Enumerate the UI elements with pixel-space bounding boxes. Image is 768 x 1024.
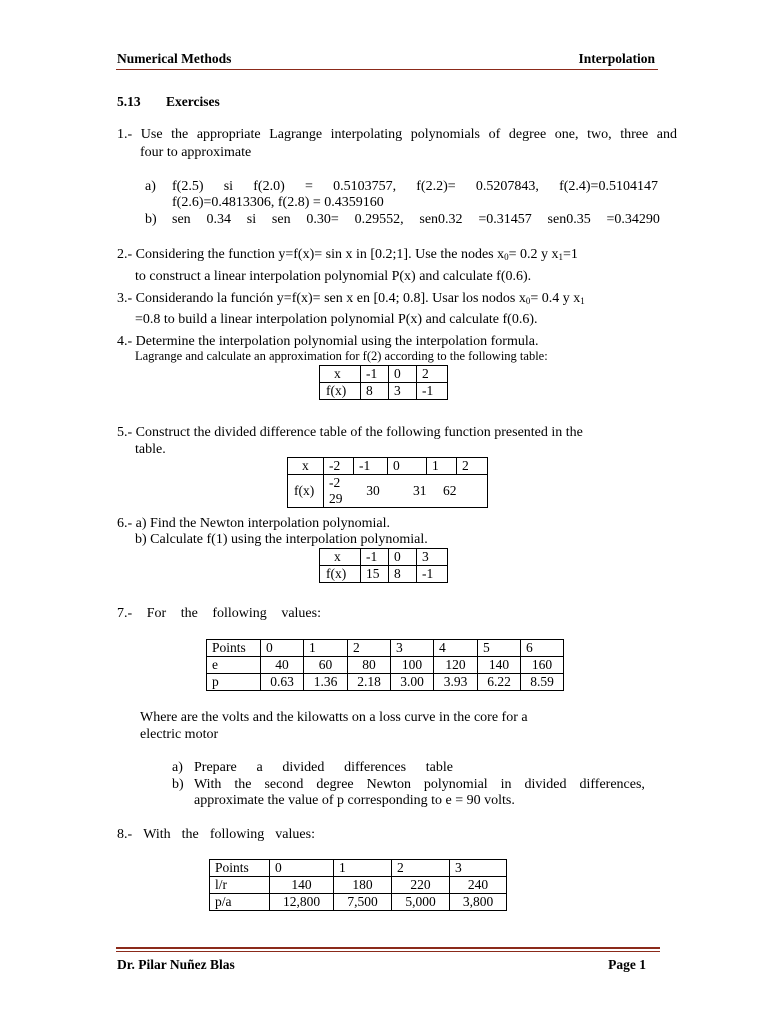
- ex7-para-line2: electric motor: [140, 727, 219, 742]
- ex1-b-label: b): [145, 212, 157, 227]
- footer-author: Dr. Pilar Nuñez Blas: [117, 957, 235, 972]
- table-row: Points 0 1 2 3: [210, 860, 507, 877]
- ex7-b-line2: approximate the value of p corresponding to e = 90 volts.: [194, 793, 515, 808]
- ex1-line2: four to approximate: [140, 145, 252, 160]
- table-row: f(x) 8 3 -1: [320, 383, 448, 400]
- ex7-line1: 7.- For the following values:: [117, 606, 321, 621]
- ex7-para-line1: Where are the volts and the kilowatts on a loss curve in the core for a: [140, 710, 528, 725]
- ex2-line2: to construct a linear interpolation polynomial P(x) and calculate f(0.6).: [135, 269, 532, 284]
- table-row: Points 0 1 2 3 4 5 6: [207, 640, 564, 657]
- ex8-table: [209, 859, 507, 911]
- ex1-a-line1: f(2.5) si f(2.0) = 0.5103757, f(2.2)= 0.5207843, f(2.4)=0.5104147: [172, 179, 658, 194]
- table-row: f(x) 15 8 -1: [320, 566, 448, 583]
- ex1-b-line1: sen 0.34 si sen 0.30= 0.29552, sen0.32 =0.31457 sen0.35 =0.34290: [172, 212, 660, 227]
- ex1-a-label: a): [145, 179, 156, 194]
- header-title: Numerical Methods: [117, 51, 232, 66]
- ex7-table: [206, 639, 564, 691]
- table-row: l/r 140 180 220 240: [210, 877, 507, 894]
- table-row: p 0.63 1.36 2.18 3.00 3.93 6.22 8.59: [207, 674, 564, 691]
- ex3-line2: =0.8 to build a linear interpolation polynomial P(x) and calculate f(0.6).: [135, 312, 538, 327]
- ex6-table: [319, 548, 448, 583]
- ex7-b-line1: With the second degree Newton polynomial in divided differences,: [194, 777, 645, 792]
- footer-rule-top: [116, 947, 660, 949]
- table-row: f(x) -2 29 30 31 62: [288, 475, 488, 508]
- ex1-a-line2: f(2.6)=0.4813306, f(2.8) = 0.4359160: [172, 195, 384, 210]
- ex4-line1: 4.- Determine the interpolation polynomial using the interpolation formula.: [117, 334, 539, 349]
- section-number: 5.13: [117, 94, 141, 109]
- ex7-b-label: b): [172, 777, 184, 792]
- table-row: p/a 12,800 7,500 5,000 3,800: [210, 894, 507, 911]
- ex2-line1: 2.- Considering the function y=f(x)= sin x in [0.2;1]. Use the nodes $x_0= 0.2$ y $x_1=1$: [117, 247, 578, 262]
- header-rule: [116, 69, 658, 70]
- section-title: Exercises: [166, 94, 220, 109]
- ex7-a-text: Prepare a divided differences table: [194, 760, 453, 775]
- ex7-a-label: a): [172, 760, 183, 775]
- ex6-line2: b) Calculate f(1) using the interpolation polynomial.: [135, 532, 428, 547]
- ex6-line1: 6.- a) Find the Newton interpolation polynomial.: [117, 516, 390, 531]
- table-row: e 40 60 80 100 120 140 160: [207, 657, 564, 674]
- table-row: x -2 -1 0 1 2: [288, 458, 488, 475]
- ex3-line1: 3.- Considerando la función y=f(x)= sen x en [0.4; 0.8]. Usar los nodos $x_0= 0.4$ y $x_1$: [117, 291, 585, 306]
- ex5-table: [287, 457, 488, 508]
- footer-page-number: Page 1: [608, 957, 646, 972]
- ex4-table: [319, 365, 448, 400]
- ex5-line2: table.: [135, 442, 166, 457]
- ex5-line1: 5.- Construct the divided difference table of the following function presented in the: [117, 425, 583, 440]
- footer-rule-bottom: [116, 951, 660, 952]
- table-row: x -1 0 3: [320, 549, 448, 566]
- header-chapter: Interpolation: [578, 51, 655, 66]
- ex1-line1: 1.- Use the appropriate Lagrange interpolating polynomials of degree one, two, three and: [117, 127, 677, 142]
- ex8-line1: 8.- With the following values:: [117, 827, 315, 842]
- table-row: x -1 0 2: [320, 366, 448, 383]
- ex4-line2: Lagrange and calculate an approximation for f(2) according to the following table:: [135, 349, 548, 363]
